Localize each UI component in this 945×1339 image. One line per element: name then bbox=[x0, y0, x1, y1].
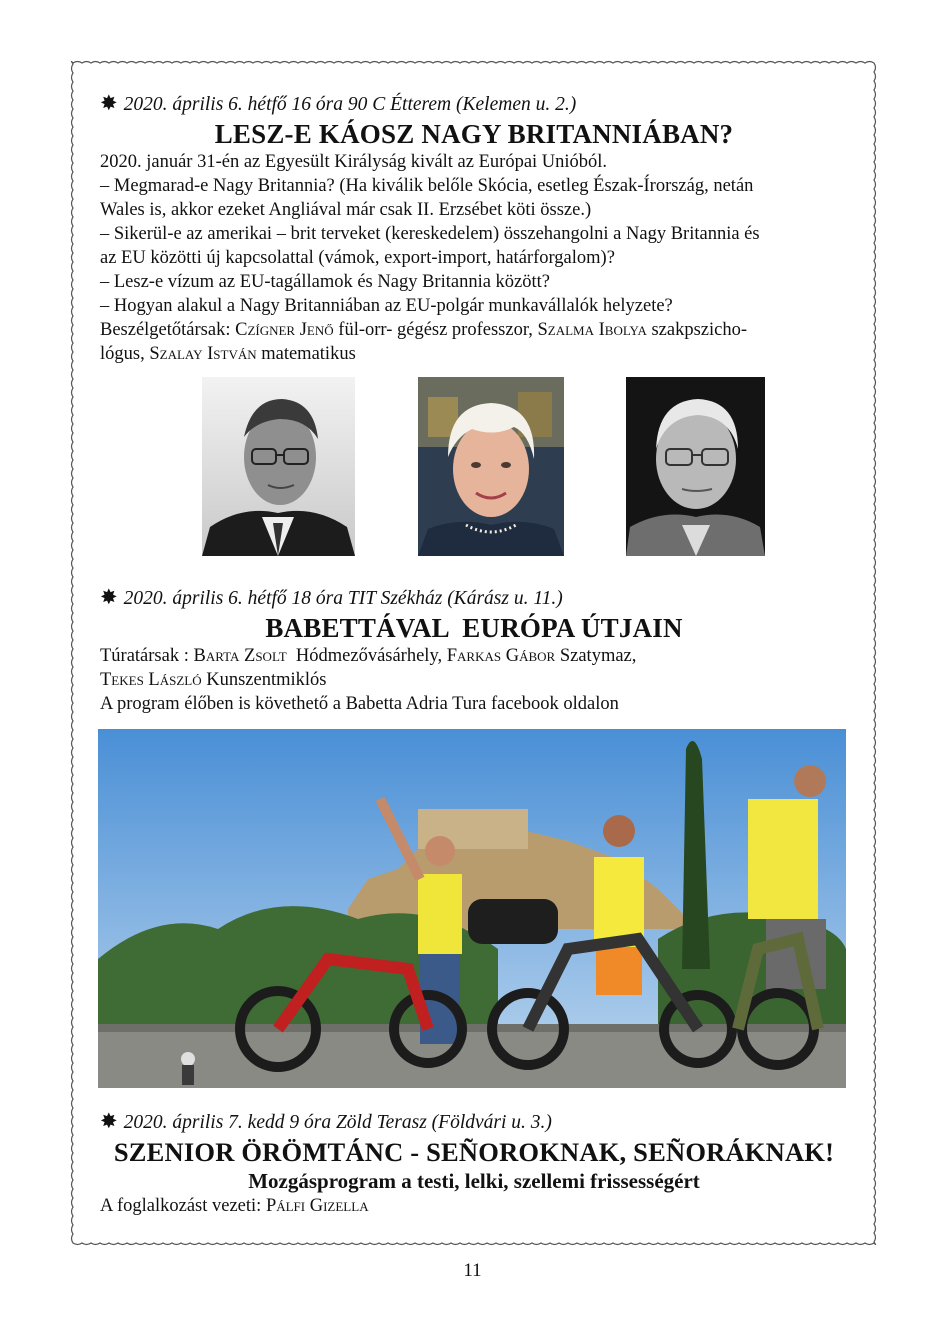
paragraph: Wales is, akkor ezeket Angliával már csak II. Erzsébet köti össze.) bbox=[100, 200, 592, 220]
event-2-note: A program élőben is követhető a Babetta Adria Tura facebook oldalon bbox=[100, 694, 619, 714]
event-1-description bbox=[100, 150, 848, 318]
event-3-subtitle: Mozgásprogram a testi, lelki, szellemi frissességért bbox=[248, 1169, 700, 1193]
paragraph: 2020. január 31-én az Egyesült Királyság kivált az Európai Unióból. bbox=[100, 152, 608, 172]
star-icon: ✸ bbox=[100, 1109, 118, 1133]
star-icon: ✸ bbox=[100, 585, 118, 609]
companion-name: Barta Zsolt bbox=[193, 646, 287, 666]
event-3 bbox=[100, 1108, 848, 1218]
event-1 bbox=[100, 90, 848, 366]
event-2 bbox=[100, 584, 848, 716]
companion-name: Tekes László bbox=[100, 670, 202, 690]
portrait-photo-2 bbox=[418, 377, 564, 556]
portrait-photo-1 bbox=[202, 377, 355, 556]
event-1-guests-cont: lógus, Szalay István matematikus bbox=[100, 344, 356, 364]
group-photo-motorcycles bbox=[98, 729, 846, 1088]
star-icon: ✸ bbox=[100, 91, 118, 115]
event-3-leader: A foglalkozást vezeti: Pálfi Gizella bbox=[100, 1196, 369, 1216]
event-2-date-line: ✸ 2020. április 6. hétfő 18 óra TIT Székház (Kárász u. 11.) bbox=[100, 585, 563, 609]
paragraph: – Lesz-e vízum az EU-tagállamok és Nagy Britannia között? bbox=[100, 272, 550, 292]
leader-name: Pálfi Gizella bbox=[265, 1196, 369, 1216]
event-2-title: BABETTÁVAL EURÓPA ÚTJAIN bbox=[265, 613, 683, 643]
event-3-date-line: ✸ 2020. április 7. kedd 9 óra Zöld Terasz (Földvári u. 3.) bbox=[100, 1109, 552, 1133]
event-1-guests: Beszélgetőtársak: Czígner Jenő fül-orr- gégész professzor, Szalma Ibolya szakpszicho- bbox=[100, 320, 747, 340]
guest-name: Czígner Jenő bbox=[235, 320, 334, 340]
paragraph: – Megmarad-e Nagy Britannia? (Ha kiválik belőle Skócia, esetleg Észak-Írország, netán bbox=[100, 176, 754, 196]
paragraph: – Sikerül-e az amerikai – brit terveket (kereskedelem) összehangolni a Nagy Britannia és bbox=[100, 224, 760, 244]
paragraph: – Hogyan alakul a Nagy Britanniában az EU-polgár munkavállalók helyzete? bbox=[100, 296, 673, 316]
companion-name: Farkas Gábor bbox=[446, 646, 556, 666]
page-number: 11 bbox=[463, 1260, 482, 1281]
event-1-title: LESZ-E KÁOSZ NAGY BRITANNIÁBAN? bbox=[214, 119, 734, 149]
event-2-companions: Túratársak : Barta Zsolt Hódmezővásárhely, Farkas Gábor Szatymaz, bbox=[100, 646, 637, 666]
guest-name: Szalay István bbox=[149, 344, 257, 364]
event-1-date-line: ✸ 2020. április 6. hétfő 16 óra 90 C Étterem (Kelemen u. 2.) bbox=[100, 91, 577, 115]
paragraph: az EU közötti új kapcsolattal (vámok, export-import, határforgalom)? bbox=[100, 248, 615, 268]
portrait-photo-3 bbox=[626, 377, 765, 556]
event-2-companions-cont: Tekes László Kunszentmiklós bbox=[100, 670, 327, 690]
guest-name: Szalma Ibolya bbox=[537, 320, 647, 340]
event-3-title: SZENIOR ÖRÖMTÁNC - SEÑOROKNAK, SEÑORÁKNAK! bbox=[113, 1137, 835, 1167]
